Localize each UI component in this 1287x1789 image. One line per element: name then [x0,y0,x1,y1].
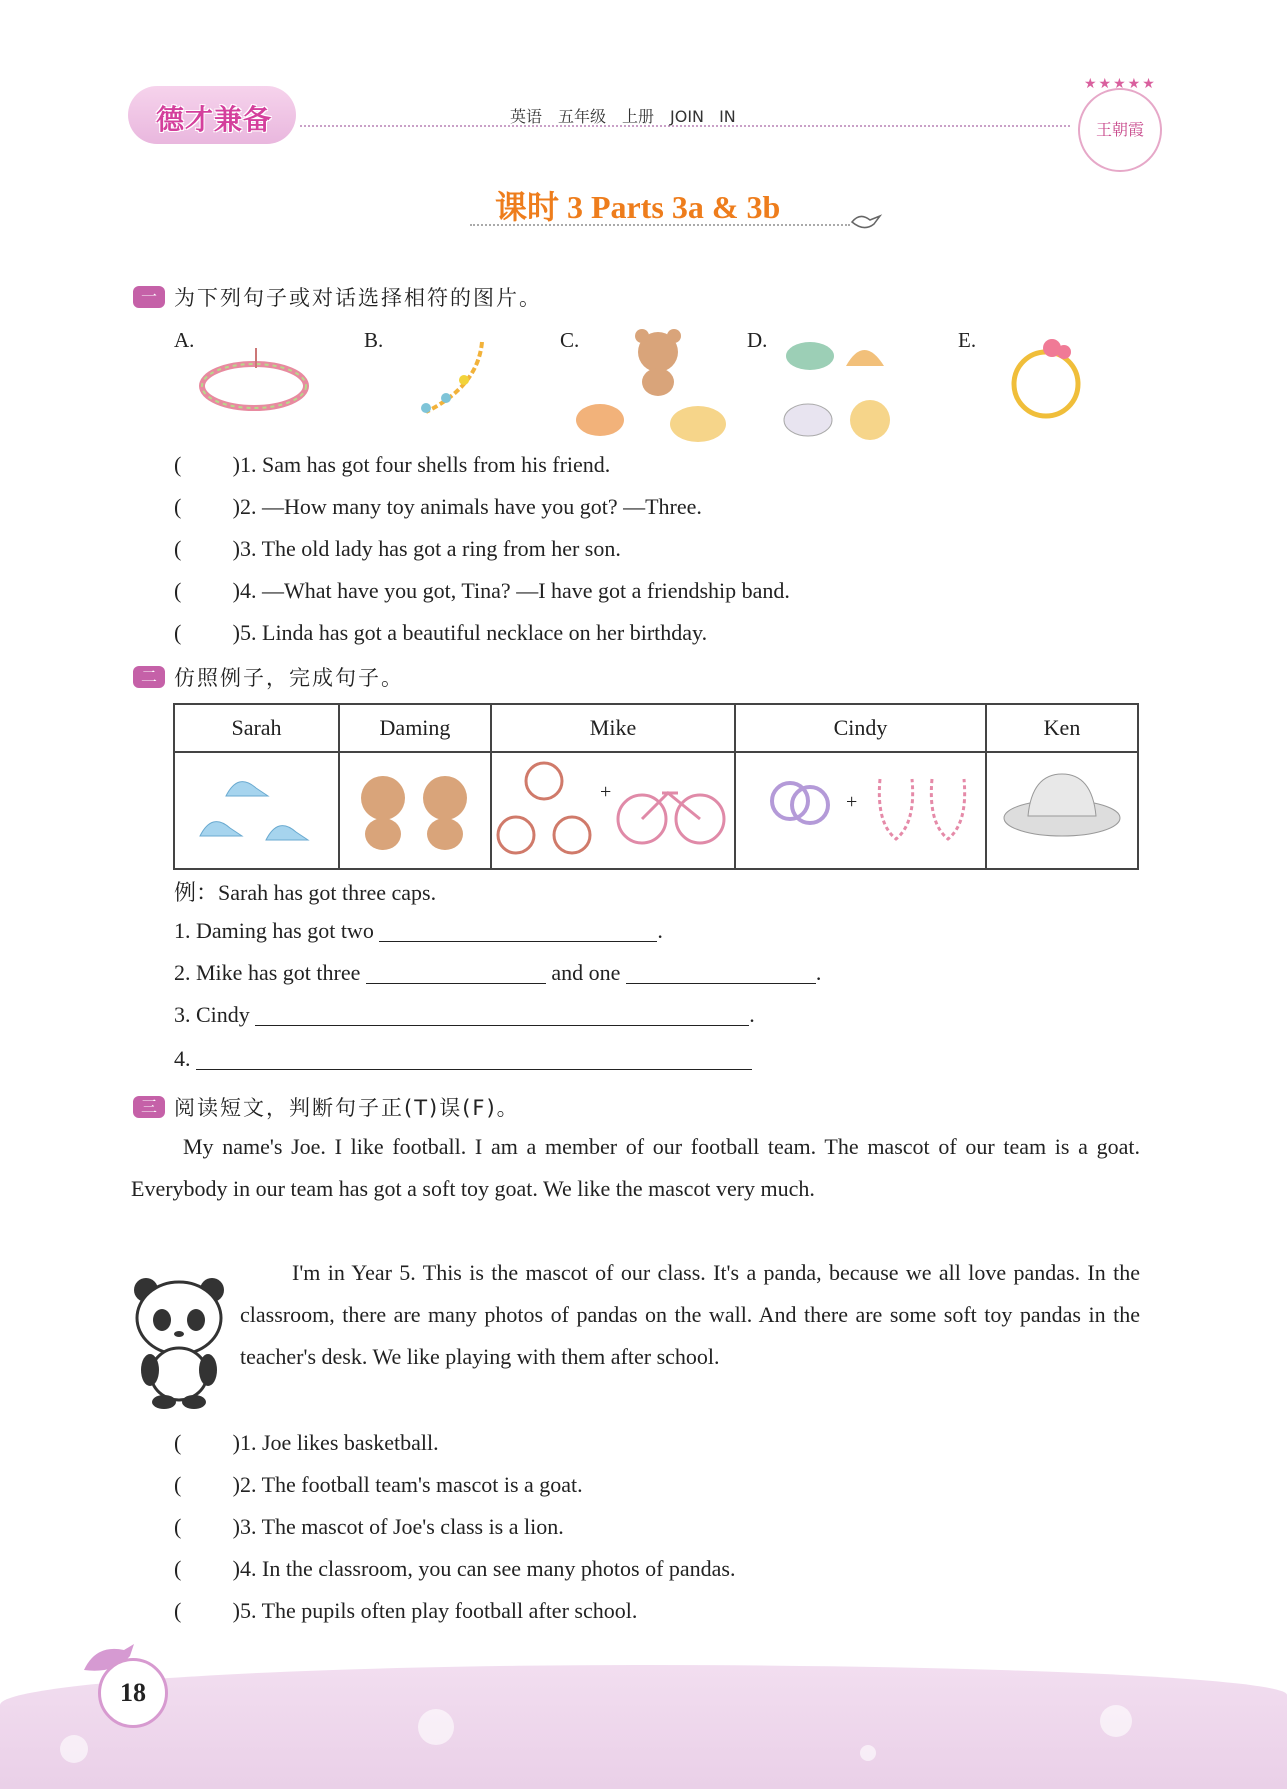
seal-text: 王朝霞 [1095,120,1144,139]
lesson-title: 课时 3 Parts 3a & 3b [495,189,781,225]
answer-blank[interactable]: ( ) [174,1556,240,1581]
publisher-seal [1078,88,1162,172]
question-line: ( ) 4. In the classroom, you can see many photos of pandas. [174,1556,736,1581]
header-meta: 英语 五年级 上册 JOIN IN [510,107,736,126]
answer-blank[interactable]: ( ) [174,452,240,477]
toy-bears-image [341,754,489,862]
table-header: Daming [339,704,491,752]
table-cell [735,752,986,869]
answer-blank[interactable]: ( ) [174,1472,240,1497]
question-line: ( ) 2. The football team's mascot is a goat. [174,1472,583,1497]
bird-icon [850,210,884,232]
section-badge: 二 [133,666,165,688]
necklace-image [406,336,490,420]
option-label: B. [364,328,384,352]
option-label: D. [747,328,768,352]
section-title: 阅读短文，判断句子正(T)误(F)。 [174,1096,520,1120]
items-table [173,703,1139,870]
question-line: ( ) 5. The pupils often play football after school. [174,1598,638,1623]
answer-blank[interactable]: ( ) [174,536,240,561]
question-line: ( ) 5. Linda has got a beautiful necklace on her birthday. [174,620,708,645]
question-line: ( ) 3. The mascot of Joe's class is a lion. [174,1514,564,1539]
answer-blank[interactable] [626,961,816,984]
question-line: 1. Daming has got two . [174,918,663,943]
brand-text: 德才兼备 [156,103,273,136]
plus-sign: + [600,781,612,803]
answer-blank[interactable]: ( ) [174,494,240,519]
answer-blank[interactable] [379,919,657,942]
answer-blank[interactable]: ( ) [174,620,240,645]
rings-necklaces-image [736,753,983,861]
table-header: Mike [491,704,735,752]
decor-bubble [60,1735,88,1763]
title-underline [470,224,850,226]
star-icons: ★★★★★ [1084,77,1157,92]
section-badge: 一 [133,286,165,308]
question-line: ( ) 1. Sam has got four shells from his friend. [174,452,611,477]
page-footer [0,1665,1287,1789]
example-sentence: 例：Sarah has got three caps. [174,880,437,905]
option-label: C. [560,328,580,352]
answer-blank[interactable]: ( ) [174,1598,240,1623]
answer-blank[interactable] [366,961,546,984]
table-cell [339,752,491,869]
answer-blank[interactable]: ( ) [174,1514,240,1539]
plus-sign: + [846,791,858,813]
question-line: ( ) 2. —How many toy animals have you got? —Three. [174,494,702,519]
clocks-bike-image [492,753,732,861]
table-header: Cindy [735,704,986,752]
question-line: 2. Mike has got three and one . [174,960,822,985]
answer-blank[interactable] [255,1003,749,1026]
section-badge: 三 [133,1096,165,1118]
option-label: E. [958,328,977,352]
answer-blank[interactable]: ( ) [174,1430,240,1455]
question-line: ( ) 4. —What have you got, Tina? —I have got a friendship band. [174,578,790,603]
question-line: 3. Cindy . [174,1002,755,1027]
answer-blank[interactable]: ( ) [174,578,240,603]
question-line: ( ) 3. The old lady has got a ring from her son. [174,536,621,561]
caps-image [176,754,337,862]
section-title: 仿照例子，完成句子。 [174,666,404,690]
reading-paragraph: My name's Joe. I like football. I am a member of our football team. The mascot of our team is a goat. Everybody in our team has got a soft toy goat. We like the mascot very much. [131,1134,1140,1201]
table-cell [491,752,735,869]
table-header: Ken [986,704,1138,752]
shells-image [780,330,898,448]
page-number: 18 [98,1658,168,1728]
decor-bubble [418,1709,454,1745]
answer-blank[interactable] [196,1047,752,1070]
table-cell [174,752,339,869]
decor-bubble [860,1745,876,1761]
hat-image [988,754,1136,862]
brand-logo [128,86,296,144]
decor-bubble [1100,1705,1132,1737]
toy-animals-image [570,328,734,446]
table-header: Sarah [174,704,339,752]
friendship-band-image [196,338,312,418]
section-title: 为下列句子或对话选择相符的图片。 [174,286,542,310]
question-line: 4. [174,1046,752,1072]
option-label: A. [174,328,195,352]
reading-paragraph: I'm in Year 5. This is the mascot of our class. It's a panda, because we all love pandas. In the classroom, there are many photos of pandas on the wall. And there are some soft toy pandas in the teacher's desk. We like playing with them after school. [240,1260,1140,1369]
panda-icon [128,1274,230,1410]
question-line: ( ) 1. Joe likes basketball. [174,1430,439,1455]
table-cell [986,752,1138,869]
ring-image [1006,334,1086,420]
